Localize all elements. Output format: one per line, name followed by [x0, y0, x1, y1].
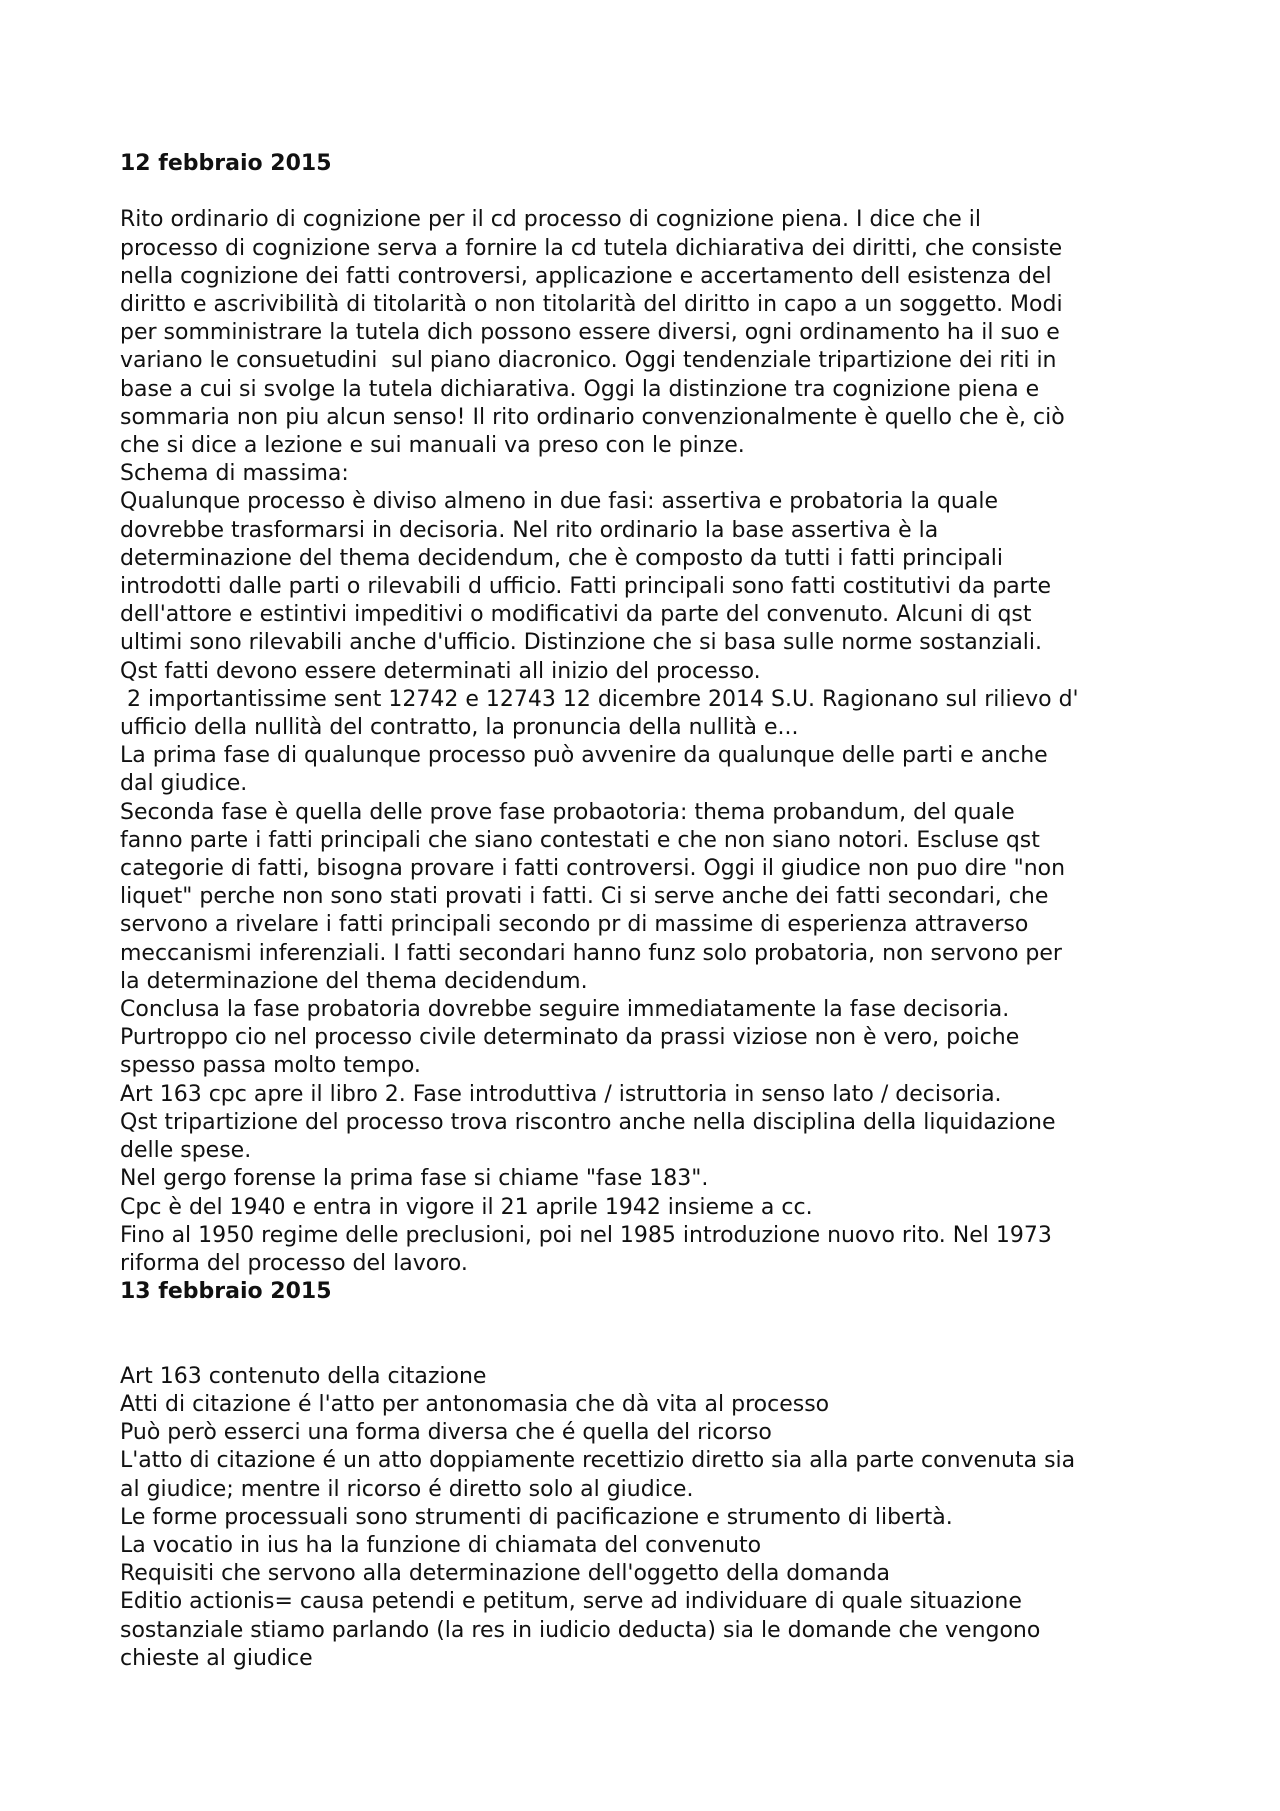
text-line: Le forme processuali sono strumenti di pacificazione e strumento di libertà. — [120, 1504, 953, 1530]
text-line: chieste al giudice — [120, 1645, 313, 1671]
text-line: nella cognizione dei fatti controversi, applicazione e accertamento dell esistenza del — [120, 263, 1052, 289]
text-line: Nel gergo forense la prima fase si chiame "fase 183". — [120, 1166, 709, 1192]
text-line: ultimi sono rilevabili anche d'ufficio. Distinzione che si basa sulle norme sostanziali. — [120, 630, 1043, 656]
blank-line — [120, 1306, 1170, 1334]
text-line: la determinazione del thema decidendum. — [120, 968, 588, 994]
text-line: determinazione del thema decidendum, che è composto da tutti i fatti principali — [120, 545, 1004, 571]
text-line: Purtroppo cio nel processo civile determinato da prassi viziose non è vero, poiche — [120, 1025, 1020, 1051]
lecture-notes-section-2 — [120, 1363, 1170, 1673]
text-line: spesso passa molto tempo. — [120, 1053, 421, 1079]
text-line: ufficio della nullità del contratto, la pronuncia della nullità e... — [120, 715, 799, 741]
text-line: Art 163 cpc apre il libro 2. Fase introduttiva / istruttoria in senso lato / decisoria. — [120, 1081, 1002, 1107]
text-line: La vocatio in ius ha la funzione di chiamata del convenuto — [120, 1532, 762, 1558]
text-line: processo di cognizione serva a fornire la cd tutela dichiarativa dei diritti, che consiste — [120, 235, 1063, 261]
text-line: per somministrare la tutela dich possono essere diversi, ogni ordinamento ha il suo e — [120, 320, 1060, 346]
text-line: dell'attore e estintivi impeditivi o modificativi da parte del convenuto. Alcuni di qst — [120, 602, 1032, 628]
text-line: dal giudice. — [120, 771, 248, 797]
text-line: sostanziale stiamo parlando (la res in iudicio deducta) sia le domande che vengono — [120, 1617, 1041, 1643]
document-body — [120, 150, 1170, 1673]
text-line: 2 importantissime sent 12742 e 12743 12 dicembre 2014 S.U. Ragionano sul rilievo d' — [120, 686, 1079, 712]
text-line: diritto e ascrivibilità di titolarità o non titolarità del diritto in capo a un soggetto. Modi — [120, 292, 1063, 317]
text-line: Seconda fase è quella delle prove fase probaotoria: thema probandum, del quale — [120, 799, 1015, 825]
blank-line — [120, 178, 1170, 206]
text-line: La prima fase di qualunque processo può avvenire da qualunque delle parti e anche — [120, 743, 1048, 769]
text-line: Qst tripartizione del processo trova riscontro anche nella disciplina della liquidazione — [120, 1109, 1056, 1135]
date-heading-13-febbraio: 13 febbraio 2015 — [120, 1279, 332, 1305]
text-line: Rito ordinario di cognizione per il cd processo di cognizione piena. I dice che il — [120, 207, 981, 233]
text-line: categorie di fatti, bisogna provare i fatti controversi. Oggi il giudice non puo dire "non — [120, 856, 1066, 882]
text-line: al giudice; mentre il ricorso é diretto solo al giudice. — [120, 1476, 694, 1502]
text-line: che si dice a lezione e sui manuali va preso con le pinze. — [120, 433, 745, 459]
text-line: Qualunque processo è diviso almeno in due fasi: assertiva e probatoria la quale — [120, 489, 998, 515]
text-line: dovrebbe trasformarsi in decisoria. Nel rito ordinario la base assertiva è la — [120, 517, 939, 543]
text-line: delle spese. — [120, 1138, 252, 1164]
text-line: Schema di massima: — [120, 461, 349, 487]
text-line: meccanismi inferenziali. I fatti secondari hanno funz solo probatoria, non servono per — [120, 940, 1062, 966]
text-line: riforma del processo del lavoro. — [120, 1250, 468, 1276]
text-line: Cpc è del 1940 e entra in vigore il 21 aprile 1942 insieme a cc. — [120, 1194, 813, 1220]
text-line: fanno parte i fatti principali che siano contestati e che non siano notori. Escluse qst — [120, 827, 1040, 853]
text-line: servono a rivelare i fatti principali secondo pr di massime di esperienza attraverso — [120, 912, 1029, 938]
text-line: Può però esserci una forma diversa che é quella del ricorso — [120, 1420, 772, 1446]
blank-line — [120, 1335, 1170, 1363]
text-line: sommaria non piu alcun senso! Il rito ordinario convenzionalmente è quello che è, ciò — [120, 404, 1065, 430]
text-line: Editio actionis= causa petendi e petitum, serve ad individuare di quale situazione — [120, 1589, 1022, 1615]
text-line: Fino al 1950 regime delle preclusioni, poi nel 1985 introduzione nuovo rito. Nel 1973 — [120, 1222, 1052, 1248]
date-heading-12-febbraio: 12 febbraio 2015 — [120, 151, 332, 176]
text-line: base a cui si svolge la tutela dichiarativa. Oggi la distinzione tra cognizione piena e — [120, 376, 1040, 402]
text-line: Conclusa la fase probatoria dovrebbe seguire immediatamente la fase decisoria. — [120, 997, 1010, 1023]
text-line: Atti di citazione é l'atto per antonomasia che dà vita al processo — [120, 1391, 830, 1417]
text-line: liquet" perche non sono stati provati i fatti. Ci si serve anche dei fatti secondari, che — [120, 884, 1049, 910]
text-line: L'atto di citazione é un atto doppiamente recettizio diretto sia alla parte convenuta sia — [120, 1448, 1076, 1474]
text-line: Qst fatti devono essere determinati all inizio del processo. — [120, 658, 761, 684]
text-line: introdotti dalle parti o rilevabili d ufficio. Fatti principali sono fatti costitutivi da parte — [120, 574, 1051, 600]
text-line: variano le consuetudini sul piano diacronico. Oggi tendenziale tripartizione dei riti in — [120, 348, 1057, 374]
text-line: Art 163 contenuto della citazione — [120, 1363, 487, 1389]
lecture-notes-section-1 — [120, 206, 1170, 1278]
text-line: Requisiti che servono alla determinazione dell'oggetto della domanda — [120, 1561, 891, 1587]
